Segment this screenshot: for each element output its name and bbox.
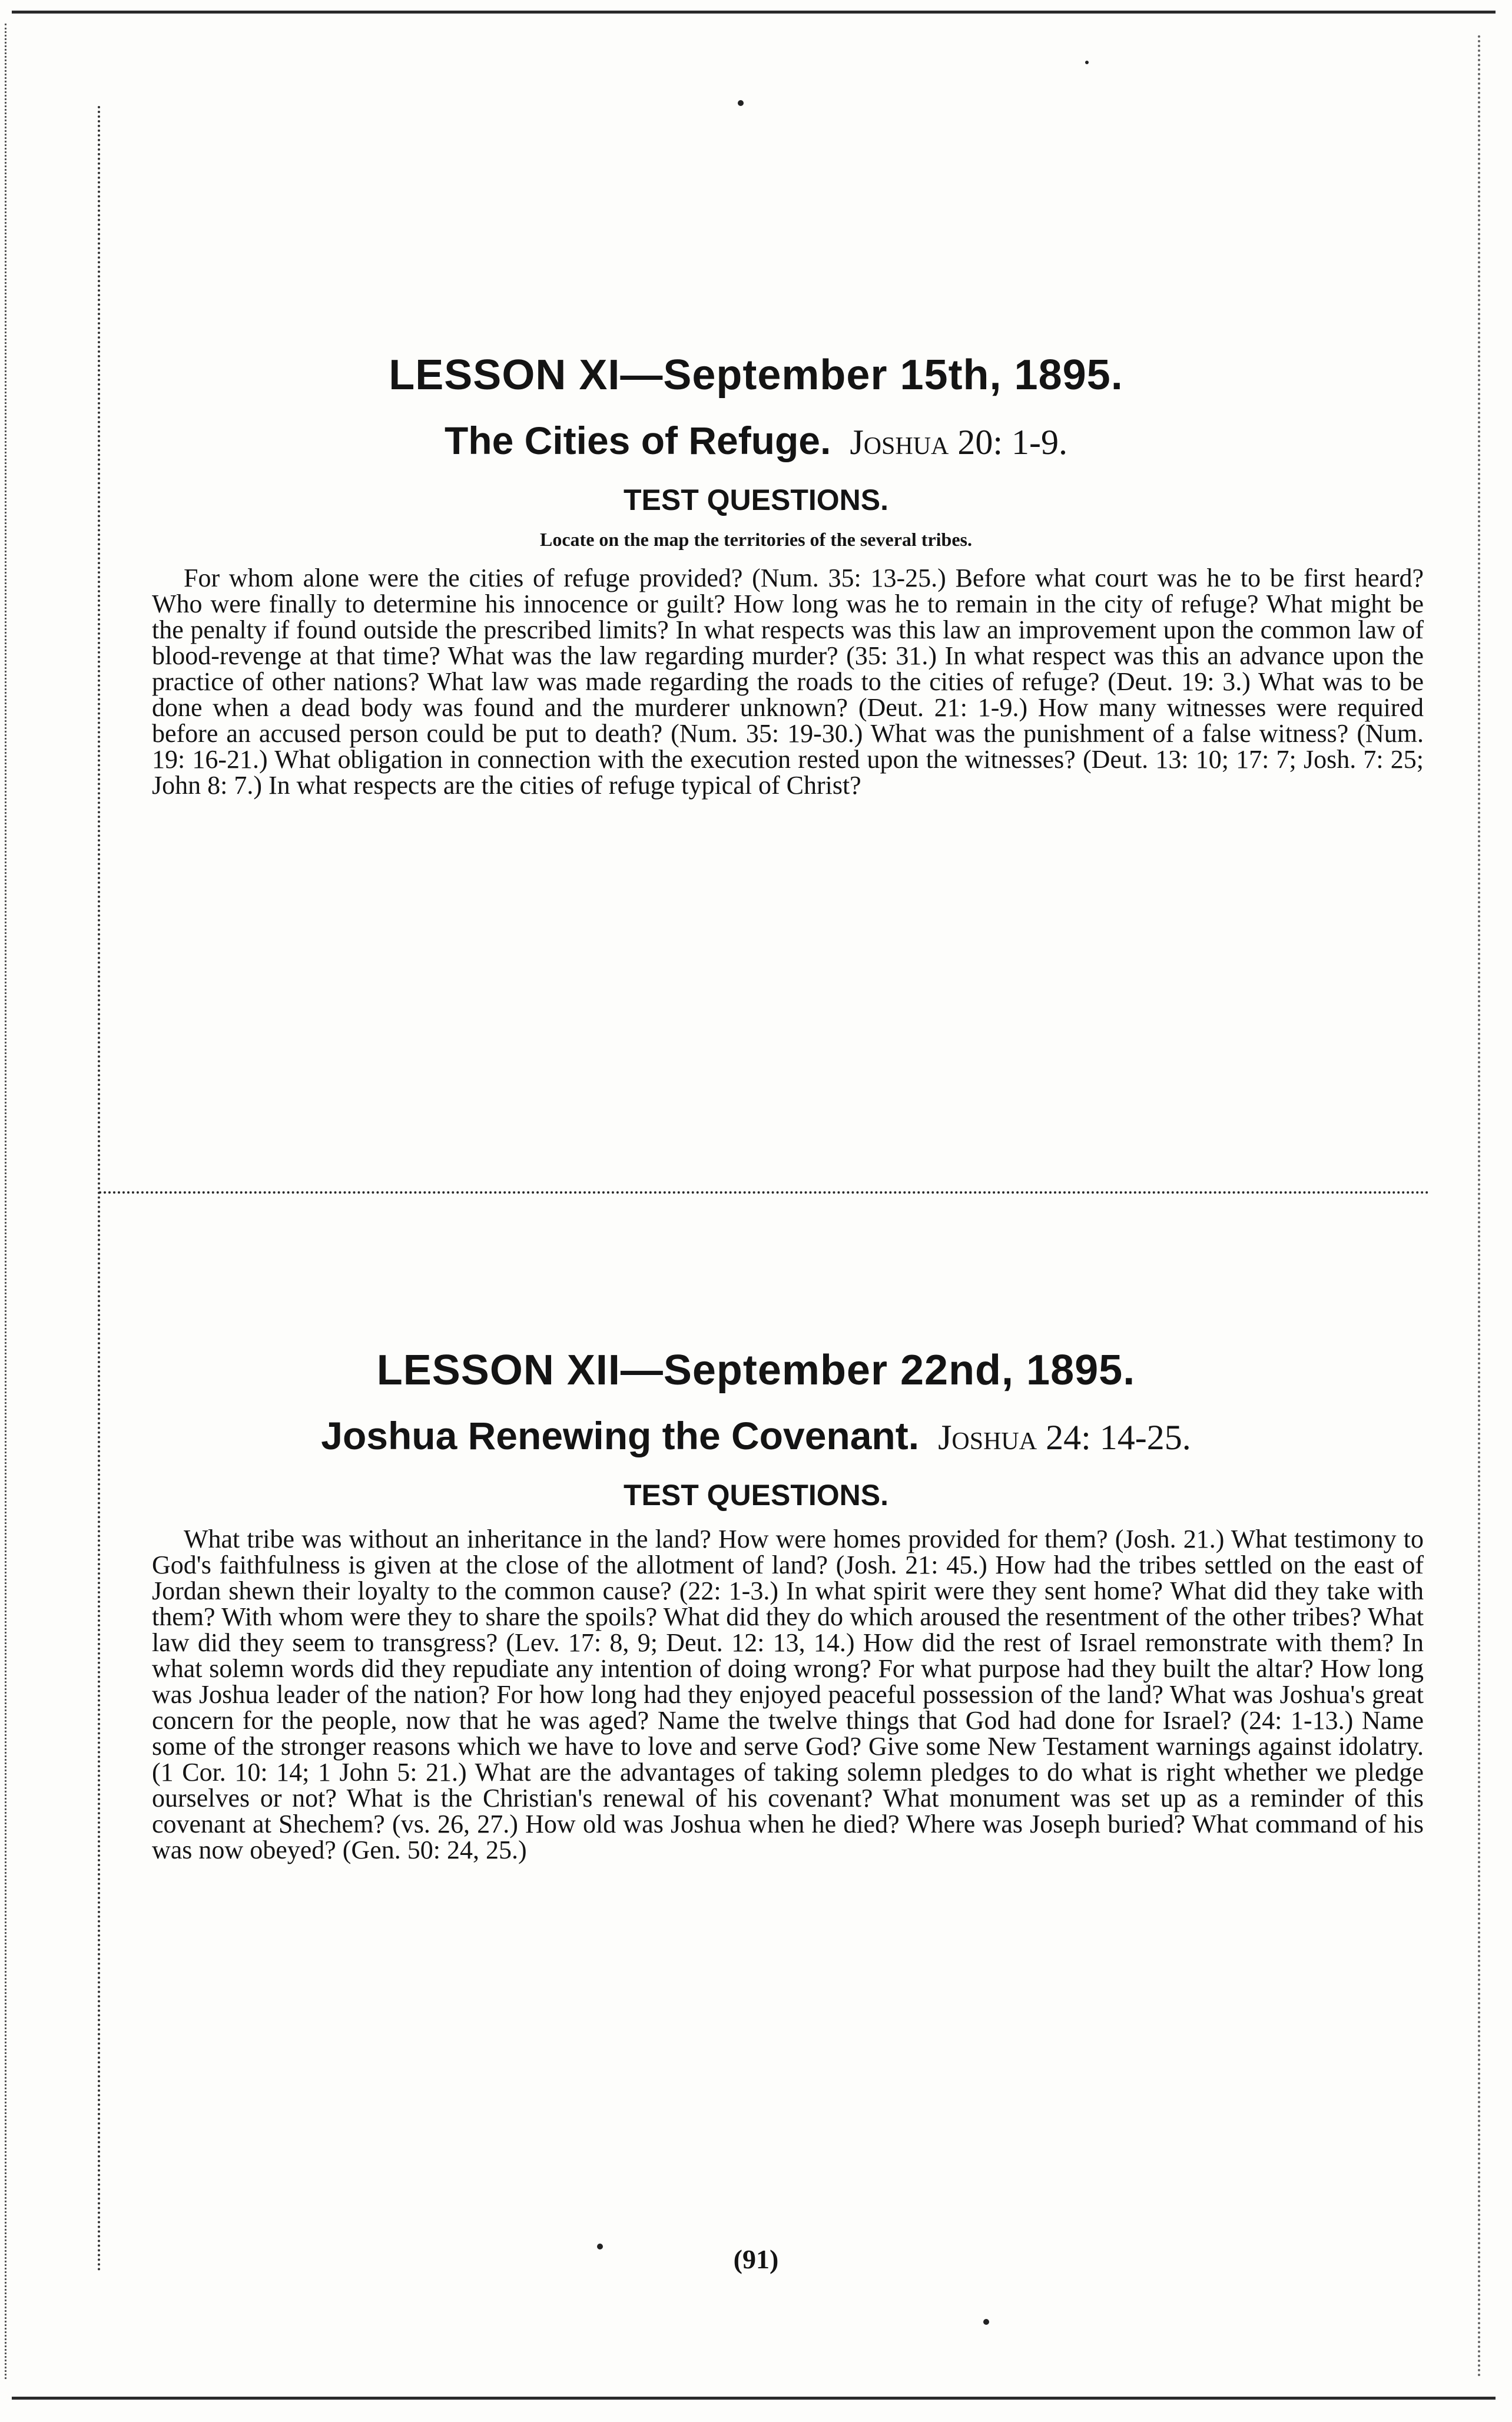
lesson-subtitle — [0, 1413, 1512, 1458]
lesson-subtitle — [0, 418, 1512, 463]
lesson-heading: LESSON XII—September 22nd, 1895. — [376, 1347, 1136, 1394]
scan-speck — [738, 100, 744, 106]
bottom-border-rule — [12, 2397, 1496, 2400]
lesson-title: The Cities of Refuge. — [444, 419, 831, 462]
map-note: Locate on the map the territories of the several tribes. — [540, 529, 972, 550]
scan-speck — [983, 2319, 989, 2325]
page-number: (91) — [733, 2244, 779, 2274]
lesson-questions-text: What tribe was without an inheritance in the land? How were homes provided for them? (Josh. 21.) What testimony to God's faithfulness is given at the close of the allotment of land? (Josh. 21: 45.) How had the tribes settled on the east of Jordan shewn their loyalty to the common cause? (22: 1-3.) In what spirit were they sent home? What did they take with them? With whom were they to share the spoils? What did they do which aroused the resentment of the other tribes? What law did they seem to transgress? (Lev. 17: 8, 9; Deut. 12: 13, 14.) How did the rest of Israel remonstrate with them? In what solemn words did they repudiate any intention of doing wrong? For what purpose had they built the altar? How long was Joshua leader of the nation? For how long had they enjoyed peaceful possession of the land? What was Joshua's great concern for the people, now that he was aged? Name the twelve things that God had done for Israel? (24: 1-13.) Name some of the stronger reasons which we have to love and serve God? Give some New Testament warnings against idolatry. (1 Cor. 10: 14; 1 John 5: 21.) What are the advantages of taking solemn pledges to do what is right whether we pledge ourselves or not? What is the Christian's renewal of his covenant? What monument was set up as a reminder of this covenant at Shechem? (vs. 26, 27.) How old was Joshua when he died? Where was Joseph buried? What command of his was now obeyed? (Gen. 50: 24, 25.) — [152, 1525, 1424, 1864]
test-questions-label: TEST QUESTIONS. — [623, 1479, 889, 1512]
section-divider — [99, 1191, 1430, 1194]
lesson-questions-text: For whom alone were the cities of refuge provided? (Num. 35: 13-25.) Before what court was he to be first heard? Who were finally to determine his innocence or guilt? How long was he to remain in the city of refuge? What might be the penalty if found outside the prescribed limits? In what respects was this law an improvement upon the common law of blood-revenge at that time? What was the law regarding murder? (35: 31.) In what respect was this an advance upon the practice of other nations? What law was made regarding the roads to the cities of refuge? (Deut. 19: 3.) What was to be done when a dead body was found and the murderer unknown? (Deut. 21: 1-9.) How many witnesses were required before an accused person could be put to death? (Num. 35: 19-30.) What was the punishment of a false witness? (Num. 19: 16-21.) What obligation in connection with the execution rested upon the witnesses? (Deut. 13: 10; 17: 7; Josh. 7: 25; John 8: 7.) In what respects are the cities of refuge typical of Christ? — [152, 564, 1424, 800]
lesson-title: Joshua Renewing the Covenant. — [321, 1414, 920, 1457]
top-border-rule — [12, 11, 1496, 14]
test-questions-label: TEST QUESTIONS. — [623, 483, 889, 516]
scripture-reference: Joshua 20: 1-9. — [850, 423, 1068, 462]
scripture-reference: Joshua 24: 14-25. — [938, 1418, 1191, 1457]
scan-speck — [1085, 61, 1089, 64]
lesson-heading: LESSON XI—September 15th, 1895. — [389, 352, 1123, 399]
